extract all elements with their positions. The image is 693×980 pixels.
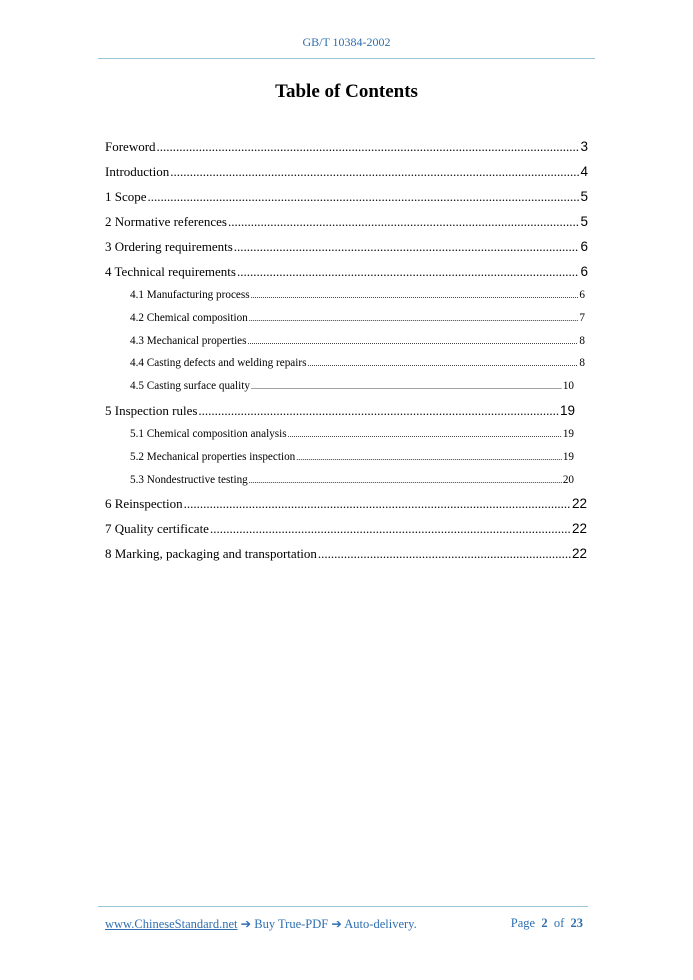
toc-leader (234, 234, 580, 259)
toc-leader (170, 159, 579, 184)
toc-entry[interactable] (105, 134, 588, 159)
toc-entry-label: 4.2 Chemical composition (130, 311, 248, 324)
arrow-right-icon: ➔ (331, 917, 342, 931)
toc-entry-page: 10 (562, 380, 574, 393)
toc-leader (198, 398, 559, 423)
toc-entry-page: 22 (571, 521, 587, 537)
toc-entry-page: 4 (580, 164, 588, 179)
toc-leader (237, 259, 580, 284)
current-page: 2 (541, 916, 548, 930)
toc-entry-label: 1 Scope (105, 189, 147, 204)
toc-entry-label: 5.2 Mechanical properties inspection (130, 450, 296, 463)
toc-subentry[interactable] (105, 307, 588, 330)
toc-entry[interactable] (105, 209, 588, 234)
toc-leader (210, 516, 571, 541)
toc-leader (157, 134, 580, 159)
toc-subentry[interactable] (105, 446, 588, 469)
toc-entry-label: 4.3 Mechanical properties (130, 334, 247, 347)
toc-leader (249, 307, 579, 330)
footer-promo (105, 916, 417, 932)
document-code-header: GB/T 10384-2002 (302, 35, 391, 49)
toc-entry[interactable] (105, 491, 588, 516)
toc-entry-label: 3 Ordering requirements (105, 239, 233, 254)
toc-entry-page: 5 (580, 189, 588, 204)
toc-leader (318, 541, 571, 566)
toc-leader (288, 423, 562, 446)
toc-entry[interactable] (105, 234, 588, 259)
toc-entry-page: 6 (580, 239, 588, 254)
toc-entry-label: 4 Technical requirements (105, 264, 236, 279)
toc-leader (249, 469, 562, 492)
toc-leader (251, 375, 562, 398)
toc-leader (184, 491, 571, 516)
toc-subentry[interactable] (105, 330, 588, 353)
toc-entry-label: 6 Reinspection (105, 496, 183, 512)
toc-entry-label: 4.1 Manufacturing process (130, 289, 250, 301)
table-of-contents (105, 134, 588, 566)
toc-leader (148, 184, 580, 209)
toc-leader (296, 446, 562, 469)
toc-entry[interactable] (105, 516, 588, 541)
toc-entry-page: 6 (579, 289, 585, 301)
toc-entry[interactable] (105, 398, 588, 423)
toc-entry-label: 2 Normative references (105, 214, 227, 229)
toc-subentry[interactable] (105, 423, 588, 446)
toc-subentry[interactable] (105, 352, 588, 375)
toc-entry-label: 8 Marking, packaging and transportation (105, 546, 317, 562)
toc-entry-page: 5 (580, 214, 588, 229)
header-divider (98, 58, 595, 59)
toc-entry-page: 19 (562, 427, 574, 440)
toc-entry-label: 7 Quality certificate (105, 521, 209, 537)
toc-leader (307, 352, 578, 375)
toc-entry-page: 8 (579, 357, 585, 370)
toc-entry[interactable] (105, 159, 588, 184)
toc-entry-page: 22 (571, 546, 587, 562)
total-pages: 23 (570, 916, 583, 930)
toc-entry-label: 4.4 Casting defects and welding repairs (130, 357, 307, 370)
page-title: Table of Contents (275, 81, 418, 102)
page-word: Page (510, 916, 536, 930)
toc-subentry[interactable] (105, 284, 588, 307)
auto-delivery-text: Auto-delivery. (344, 917, 417, 931)
toc-entry[interactable] (105, 541, 588, 566)
toc-leader (248, 330, 579, 353)
toc-entry-page: 20 (562, 473, 574, 486)
toc-entry-page: 19 (559, 402, 575, 418)
toc-entry-page: 19 (562, 450, 574, 463)
toc-entry-page: 6 (580, 264, 588, 279)
toc-entry-label: 4.5 Casting surface quality (130, 380, 250, 393)
toc-entry-label: Introduction (105, 164, 170, 179)
of-word: of (553, 916, 565, 930)
toc-entry-label: Foreword (105, 139, 156, 154)
toc-entry-page: 8 (579, 334, 585, 347)
toc-entry-label: 5.3 Nondestructive testing (130, 473, 248, 486)
arrow-right-icon: ➔ (240, 917, 252, 931)
toc-entry[interactable] (105, 184, 588, 209)
toc-entry-label: 5.1 Chemical composition analysis (130, 427, 287, 440)
toc-leader (251, 284, 579, 307)
toc-leader (228, 209, 579, 234)
toc-entry-page: 3 (580, 139, 588, 154)
toc-entry-page: 7 (579, 311, 585, 324)
buy-true-pdf-link[interactable]: Buy True-PDF (254, 917, 329, 931)
page-number (511, 916, 583, 931)
website-link[interactable]: www.ChineseStandard.net (105, 917, 238, 931)
toc-subentry[interactable] (105, 469, 588, 492)
toc-entry-page: 22 (571, 496, 587, 512)
footer-divider (98, 906, 588, 907)
toc-subentry[interactable] (105, 375, 588, 398)
toc-entry-label: 5 Inspection rules (105, 402, 198, 418)
toc-entry[interactable] (105, 259, 588, 284)
